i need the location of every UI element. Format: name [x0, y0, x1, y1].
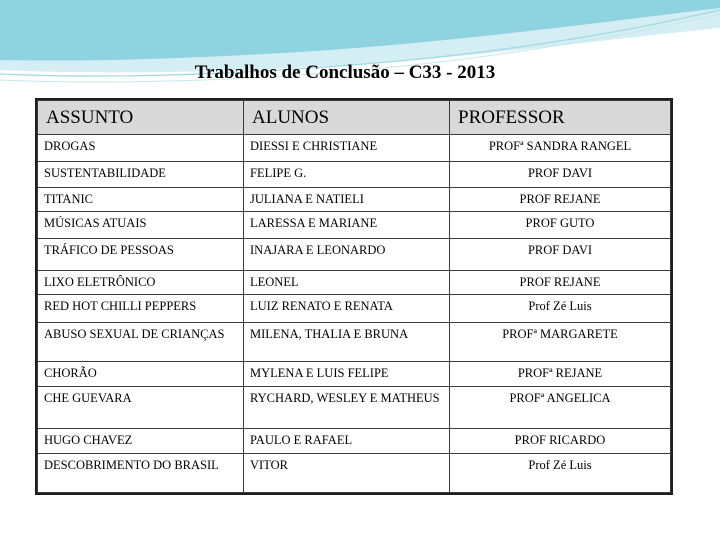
assunto-cell-text: TRÁFICO DE PESSOAS: [44, 243, 174, 258]
alunos-cell: [244, 161, 450, 187]
assunto-cell: [38, 428, 244, 453]
table-row: [38, 187, 671, 211]
table-row: [38, 295, 671, 323]
alunos-cell: [244, 211, 450, 239]
assunto-cell: [38, 161, 244, 187]
alunos-cell-text: PAULO E RAFAEL: [250, 432, 353, 447]
professor-cell-text: PROF GUTO: [525, 215, 595, 230]
professor-cell-text: PROF REJANE: [519, 191, 601, 206]
professor-cell: [450, 187, 671, 211]
assunto-cell-text: DROGAS: [44, 139, 96, 153]
professor-cell: [450, 361, 671, 387]
header-alunos: ALUNOS: [244, 101, 450, 135]
professor-cell-text: Prof Zé Luis: [528, 299, 592, 314]
professor-cell: [450, 161, 671, 187]
alunos-cell-text: FELIPE G.: [250, 165, 307, 180]
table-row: [38, 453, 671, 492]
assunto-cell-text: SUSTENTABILIDADE: [44, 165, 166, 180]
alunos-cell-text: MILENA, THALIA E BRUNA: [250, 327, 409, 342]
assunto-cell: [38, 361, 244, 387]
wave-decoration: [0, 0, 720, 110]
alunos-cell-text: MYLENA E LUIS FELIPE: [250, 365, 389, 380]
assunto-cell-text: RED HOT CHILLI PEPPERS: [44, 299, 197, 314]
table-row: [38, 323, 671, 361]
assunto-cell: [38, 295, 244, 323]
alunos-cell-text: VITOR: [250, 457, 288, 472]
professor-cell-text: PROFª REJANE: [517, 365, 603, 380]
alunos-cell: [244, 239, 450, 270]
professor-cell-text: PROFª MARGARETE: [502, 327, 618, 342]
professor-cell-text: PROF DAVI: [527, 165, 593, 180]
table-row: [38, 161, 671, 187]
professor-cell: [450, 387, 671, 428]
alunos-cell-text: RYCHARD, WESLEY E MATHEUS: [250, 391, 440, 406]
assunto-cell-text: TITANIC: [44, 191, 93, 206]
table-row: [38, 428, 671, 453]
professor-cell: [450, 295, 671, 323]
professor-cell: [450, 135, 671, 162]
alunos-cell-text: DIESSI E CHRISTIANE: [250, 139, 378, 153]
professor-cell: [450, 211, 671, 239]
alunos-cell-text: LARESSA E MARIANE: [250, 215, 378, 230]
professor-cell: [450, 323, 671, 361]
professor-cell-text: PROFª ANGELICA: [509, 391, 611, 406]
alunos-cell: [244, 428, 450, 453]
professor-cell-text: Prof Zé Luis: [528, 457, 592, 472]
assunto-cell: [38, 211, 244, 239]
assunto-cell-text: ABUSO SEXUAL DE CRIANÇAS: [44, 327, 225, 342]
table-row: [38, 239, 671, 270]
professor-cell: [450, 239, 671, 270]
alunos-cell: [244, 270, 450, 295]
alunos-cell: [244, 387, 450, 428]
tcc-table-container: [35, 98, 673, 495]
alunos-cell: [244, 187, 450, 211]
professor-cell-text: PROF RICARDO: [514, 432, 606, 447]
assunto-cell-text: DESCOBRIMENTO DO BRASIL: [44, 457, 219, 472]
assunto-cell-text: CHE GUEVARA: [44, 391, 132, 406]
assunto-cell: [38, 135, 244, 162]
alunos-cell-text: LUIZ RENATO E RENATA: [250, 299, 393, 314]
professor-cell-text: PROF REJANE: [519, 274, 601, 289]
assunto-cell: [38, 239, 244, 270]
assunto-cell: [38, 323, 244, 361]
assunto-cell: [38, 187, 244, 211]
table-row: [38, 270, 671, 295]
professor-cell-text: PROF DAVI: [527, 243, 593, 258]
table-row: [38, 361, 671, 387]
table-row: [38, 135, 671, 162]
table-row: [38, 387, 671, 428]
professor-cell-text: PROFª SANDRA RANGEL: [488, 139, 632, 153]
assunto-cell-text: MÚSICAS ATUAIS: [44, 215, 147, 230]
table-row: [38, 211, 671, 239]
alunos-cell-text: JULIANA E NATIELI: [250, 191, 364, 206]
assunto-cell-text: CHORÃO: [44, 365, 97, 380]
assunto-cell: [38, 387, 244, 428]
assunto-cell: [38, 270, 244, 295]
alunos-cell: [244, 295, 450, 323]
professor-cell: [450, 428, 671, 453]
alunos-cell: [244, 361, 450, 387]
assunto-cell-text: LIXO ELETRÔNICO: [44, 274, 156, 289]
header-professor: PROFESSOR: [450, 101, 671, 135]
page-title: Trabalhos de Conclusão – C33 - 2013: [194, 62, 496, 83]
professor-cell: [450, 453, 671, 492]
assunto-cell-text: HUGO CHAVEZ: [44, 432, 133, 447]
alunos-cell: [244, 135, 450, 162]
table-body: [38, 135, 671, 493]
table-header-row: [38, 101, 671, 135]
professor-cell: [450, 270, 671, 295]
alunos-cell: [244, 453, 450, 492]
tcc-table: [37, 100, 671, 493]
alunos-cell-text: LEONEL: [250, 274, 299, 289]
alunos-cell-text: INAJARA E LEONARDO: [250, 243, 386, 258]
header-assunto: ASSUNTO: [38, 101, 244, 135]
assunto-cell: [38, 453, 244, 492]
alunos-cell: [244, 323, 450, 361]
